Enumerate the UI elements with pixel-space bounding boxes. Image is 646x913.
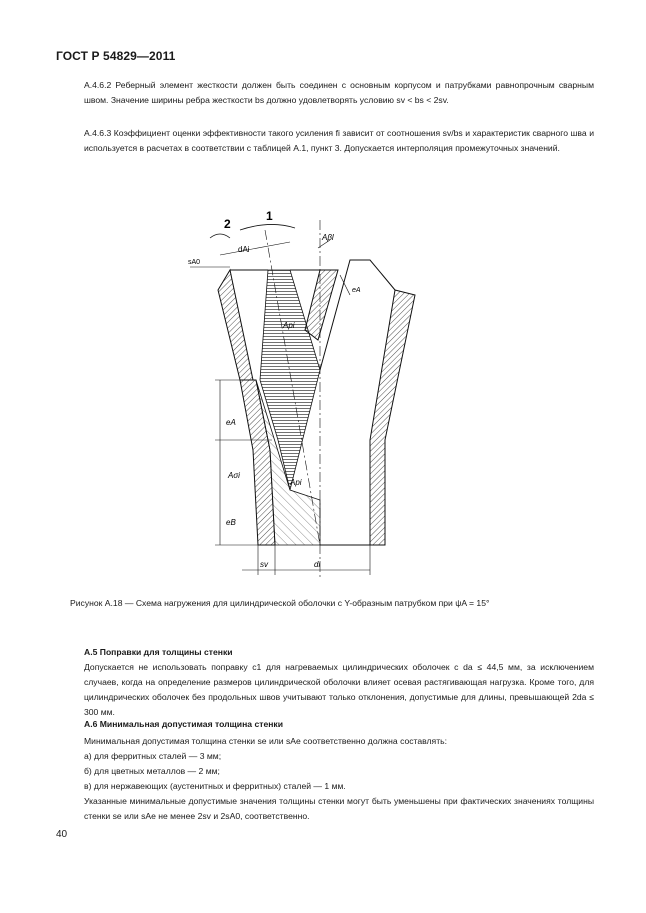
page-number: 40 [56,829,68,840]
label-dAi: dAi [238,245,250,254]
y-branch-load-diagram [180,200,420,580]
main-shell-right-wall [370,290,415,545]
list-item: в) для нержавеющих (аустенитных и ферритных) сталей — 1 мм. [84,781,346,791]
branch-left-wall [218,270,253,380]
label-Api-upper: Api [283,321,295,330]
paragraph-a4-6-3: А.4.6.3 Коэффициент оценки эффективности такого усиления fi зависит от соотношения sv/bs и характеристик сварного шва и используется в расчетах в соответствии с таблицей А.1, пункт 3. Допускается интерполяция промежуточных значений. [84,128,594,153]
label-Api-lower: Api [290,478,302,487]
figure-caption: Рисунок А.18 — Схема нагружения для цилиндрической оболочки с Y-образным патрубком при ψA = 15° [70,598,490,608]
label-Asi: Aσi [228,471,240,480]
label-Apl-top: Aβl [322,233,334,242]
label-eA-right: eA [352,287,361,294]
section-a6-closing: Указанные минимальные допустимые значения толщины стенки могут быть уменьшены при фактических значениях толщины стенки se или sAe не менее 2sv и 2sA0, соответственно. [84,796,594,821]
list-item: а) для ферритных сталей — 3 мм; [84,751,222,761]
list-item: б) для цветных металлов — 2 мм; [84,766,220,776]
section-a5-body: Допускается не использовать поправку c1 для нагреваемых цилиндрических оболочек с da ≤ 44,5 мм, за исключением случаев, когда на определение размеров цилиндрической оболочки влияет осевая растягивающая нагрузка. Кроме того, для цилиндрических оболочек без продольных швов учитывают только отклонения, допустимые для длины, превышающей 2da ≤ 300 мм. [84,662,594,717]
label-eA-left: eA [226,418,236,427]
label-di: di [314,560,321,569]
section-a5-title: А.5 Поправки для толщины стенки [84,647,233,657]
label-2: 2 [224,217,231,231]
document-header: ГОСТ Р 54829—2011 [56,49,176,63]
label-sA0: sA0 [188,259,201,266]
label-eB: eB [226,518,236,527]
paragraph-a4-6-2: А.4.6.2 Реберный элемент жесткости должен быть соединен с основным корпусом и патрубками равнопрочным сварным швом. Значение ширины ребра жесткости bs должно удовлетворять условию sv < bs < 2sv. [84,80,594,105]
section-a6-intro: Минимальная допустимая толщина стенки se или sAe соответственно должна составлять: [84,736,448,746]
branch-right-wall [305,270,338,340]
label-1: 1 [266,209,273,223]
label-sv: sv [260,560,268,569]
section-a6-title: А.6 Минимальная допустимая толщина стенки [84,719,283,729]
